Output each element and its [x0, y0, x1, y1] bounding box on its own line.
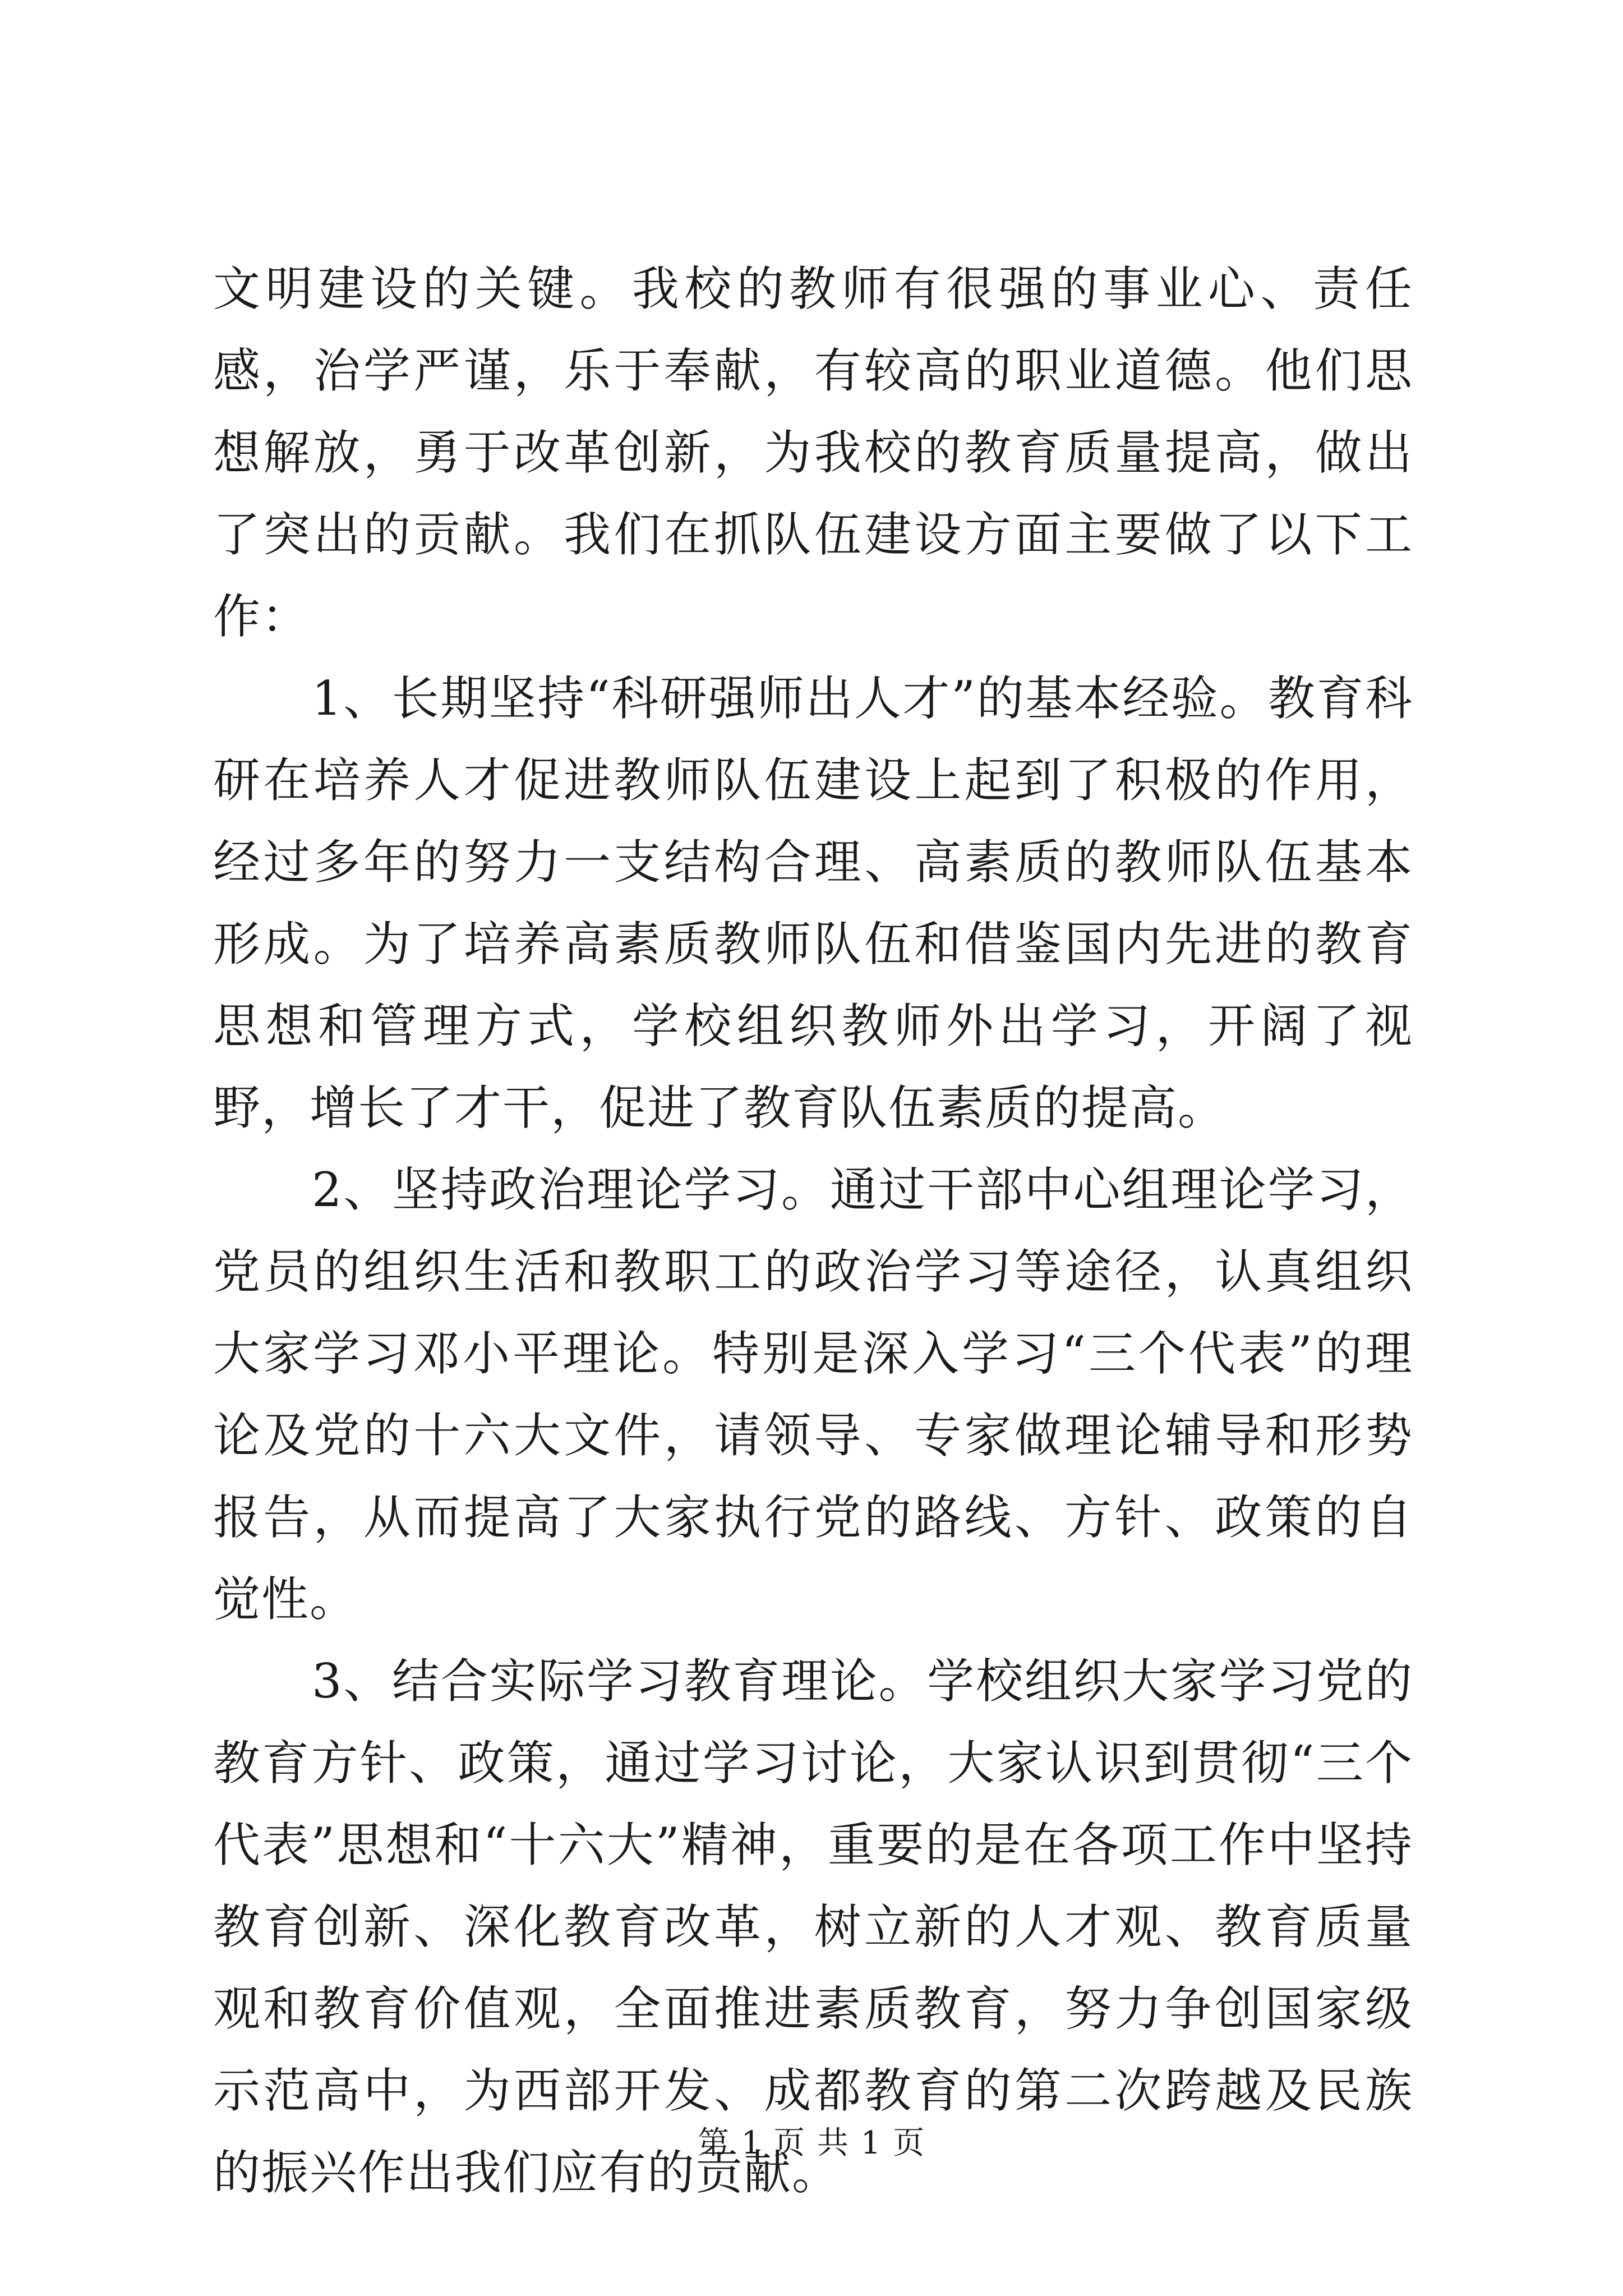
- paragraph-intro: 文明建设的关键。我校的教师有很强的事业心、责任感，治学严谨，乐于奉献，有较高的职业道德。他们思想解放，勇于改革创新，为我校的教育质量提高，做出了突出的贡献。我们在抓队伍建设方面主要做了以下工作：: [213, 261, 1413, 644]
- page-footer: 第 1 页 共 1 页: [697, 2125, 926, 2161]
- paragraph-item-3: 3、结合实际学习教育理论。学校组织大家学习党的教育方针、政策，通过学习讨论，大家认识到贯彻“三个代表”思想和“十六大”精神，重要的是在各项工作中坚持教育创新、深化教育改革，树立新的人才观、教育质量观和教育价值观，全面推进素质教育，努力争创国家级示范高中，为西部开发、成都教育的第二次跨越及民族的振兴作出我们应有的贡献。: [213, 1654, 1413, 2200]
- document-body: [213, 248, 1413, 2214]
- paragraph-item-1: 1、长期坚持“科研强师出人才”的基本经验。教育科研在培养人才促进教师队伍建设上起到了积极的作用，经过多年的努力一支结构合理、高素质的教师队伍基本形成。为了培养高素质教师队伍和借鉴国内先进的教育思想和管理方式，学校组织教师外出学习，开阔了视野，增长了才干，促进了教育队伍素质的提高。: [213, 671, 1413, 1135]
- paragraph-item-2: 2、坚持政治理论学习。通过干部中心组理论学习，党员的组织生活和教职工的政治学习等途径，认真组织大家学习邓小平理论。特别是深入学习“三个代表”的理论及党的十六大文件，请领导、专家做理论辅导和形势报告，从而提高了大家执行党的路线、方针、政策的自觉性。: [213, 1162, 1413, 1627]
